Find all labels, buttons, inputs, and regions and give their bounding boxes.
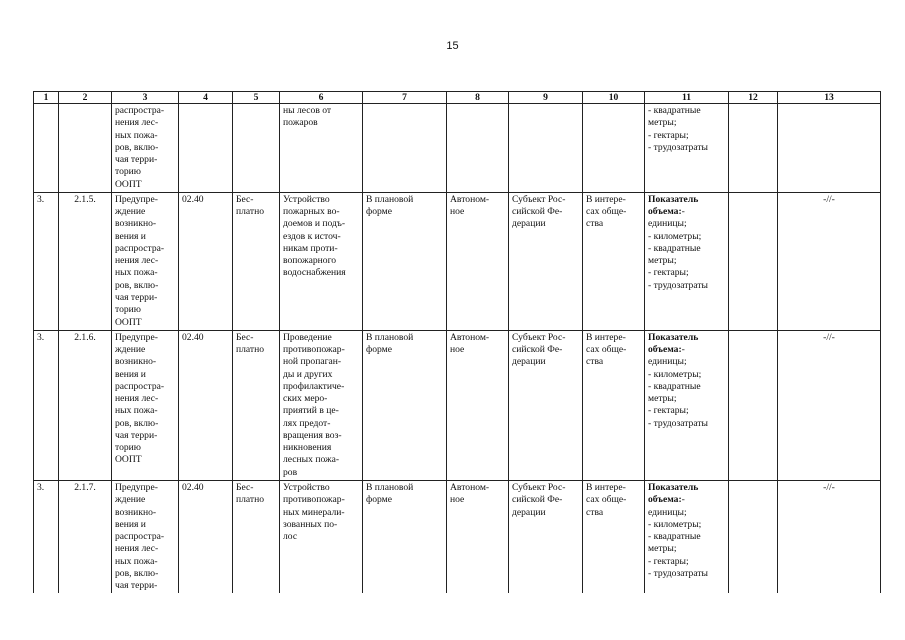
column-header: 3 <box>112 92 179 104</box>
table-row <box>34 104 881 193</box>
purpose-cell: Предупре- ждение возникно- вения и распростра- нения лес- ных пожа- ров, вклю- чая терри- <box>112 480 179 593</box>
note-cell: -//- <box>778 192 881 330</box>
okved-cell: 02.40 <box>179 192 233 330</box>
okved-cell: 02.40 <box>179 330 233 480</box>
column-header: 13 <box>778 92 881 104</box>
column-header: 7 <box>363 92 447 104</box>
payment-cell: Бес- платно <box>233 192 280 330</box>
column-header: 5 <box>233 92 280 104</box>
institution-type-cell: Автоном- ное <box>447 192 509 330</box>
row-number-cell: 3. <box>34 192 59 330</box>
table-row <box>34 330 881 480</box>
indicator-list: - единицы; - километры; - квадратные метры; - гектары; - трудозатраты <box>648 206 708 291</box>
row-number-cell: 3. <box>34 330 59 480</box>
consumer-cell: В интере- сах обще- ства <box>583 192 645 330</box>
table-row <box>34 480 881 593</box>
work-name-cell: Проведение противопожар- ной пропаган- ды и других профилактиче- ских меро- приятий в це- лях предот- вращения воз- никновения лесных пожа- ров <box>280 330 363 480</box>
services-table <box>33 91 881 593</box>
payment-cell: Бес- платно <box>233 330 280 480</box>
institution-type-cell: Автоном- ное <box>447 330 509 480</box>
indicator-title: Показатель объема: <box>648 331 699 356</box>
table-row <box>34 192 881 330</box>
row-number-cell <box>34 104 59 193</box>
payment-cell: Бес- платно <box>233 480 280 593</box>
indicator-title: Показатель объема: <box>648 481 699 506</box>
column-header: 9 <box>509 92 583 104</box>
quality-cell <box>729 330 778 480</box>
founder-cell: Субъект Рос- сийской Фе- дерации <box>509 480 583 593</box>
code-cell <box>59 104 112 193</box>
indicator-cell <box>645 192 729 330</box>
purpose-cell: распростра- нения лес- ных пожа- ров, вклю- чая терри- торию ООПТ <box>112 104 179 193</box>
founder-cell: Субъект Рос- сийской Фе- дерации <box>509 192 583 330</box>
column-header: 10 <box>583 92 645 104</box>
row-number-cell: 3. <box>34 480 59 593</box>
purpose-cell: Предупре- ждение возникно- вения и распростра- нения лес- ных пожа- ров, вклю- чая терри- торию ООПТ <box>112 330 179 480</box>
consumer-cell: В интере- сах обще- ства <box>583 330 645 480</box>
quality-cell <box>729 104 778 193</box>
consumer-cell: В интере- сах обще- ства <box>583 480 645 593</box>
code-cell: 2.1.7. <box>59 480 112 593</box>
institution-type-cell <box>447 104 509 193</box>
column-header: 6 <box>280 92 363 104</box>
column-header: 2 <box>59 92 112 104</box>
work-name-cell: Устройство пожарных во- доемов и подъ- ездов к источ- никам проти- вопожарного водоснабжения <box>280 192 363 330</box>
institution-type-cell: Автоном- ное <box>447 480 509 593</box>
payment-cell <box>233 104 280 193</box>
founder-cell <box>509 104 583 193</box>
indicator-cell <box>645 480 729 593</box>
indicator-cell <box>645 330 729 480</box>
indicator-title: Показатель объема: <box>648 193 699 218</box>
code-cell: 2.1.5. <box>59 192 112 330</box>
okved-cell <box>179 104 233 193</box>
note-cell: -//- <box>778 330 881 480</box>
form-cell: В плановой форме <box>363 480 447 593</box>
indicator-list: - единицы; - километры; - квадратные метры; - гектары; - трудозатраты <box>648 494 708 579</box>
purpose-cell: Предупре- ждение возникно- вения и распростра- нения лес- ных пожа- ров, вклю- чая терри- торию ООПТ <box>112 192 179 330</box>
consumer-cell <box>583 104 645 193</box>
indicator-list: - единицы; - километры; - квадратные метры; - гектары; - трудозатраты <box>648 344 708 429</box>
column-header: 8 <box>447 92 509 104</box>
note-cell <box>778 104 881 193</box>
header-row <box>34 92 881 104</box>
page-number: 15 <box>446 40 459 52</box>
quality-cell <box>729 192 778 330</box>
indicator-cell <box>645 104 729 193</box>
code-cell: 2.1.6. <box>59 330 112 480</box>
form-cell: В плановой форме <box>363 330 447 480</box>
note-cell: -//- <box>778 480 881 593</box>
work-name-cell: ны лесов от пожаров <box>280 104 363 193</box>
okved-cell: 02.40 <box>179 480 233 593</box>
column-header: 4 <box>179 92 233 104</box>
indicator-list: - квадратные метры; - гектары; - трудозатраты <box>648 105 708 153</box>
quality-cell <box>729 480 778 593</box>
form-cell <box>363 104 447 193</box>
work-name-cell: Устройство противопожар- ных минерали- зованных по- лос <box>280 480 363 593</box>
form-cell: В плановой форме <box>363 192 447 330</box>
column-header: 11 <box>645 92 729 104</box>
founder-cell: Субъект Рос- сийской Фе- дерации <box>509 330 583 480</box>
column-header: 1 <box>34 92 59 104</box>
column-header: 12 <box>729 92 778 104</box>
